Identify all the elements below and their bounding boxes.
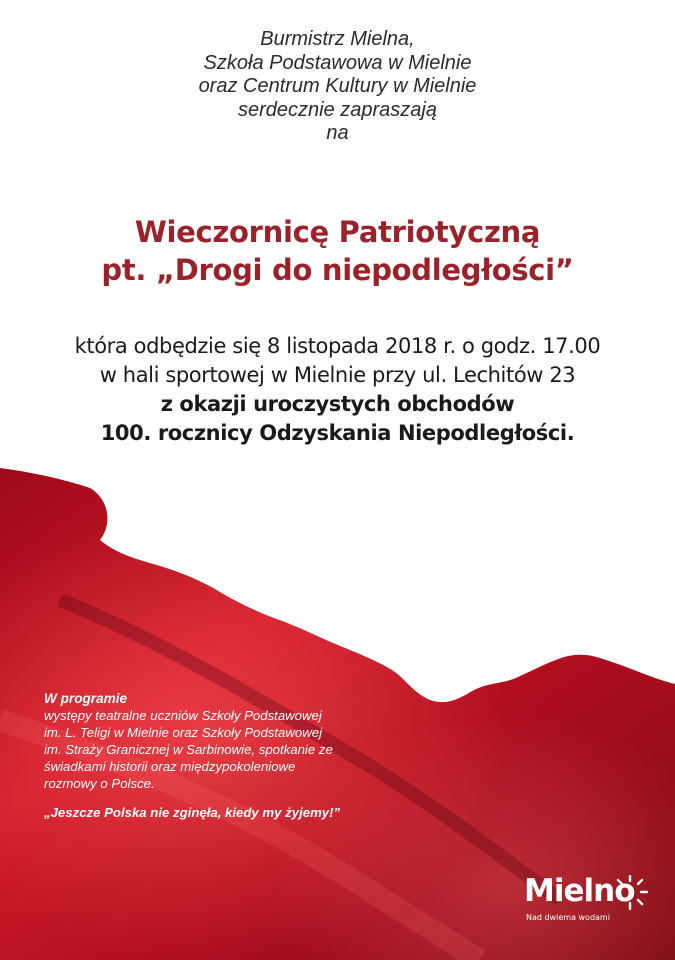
program-line: im. L. Teligi w Mielnie oraz Szkoły Podstawowej bbox=[44, 725, 323, 740]
event-details bbox=[0, 332, 675, 448]
program-quote: „Jeszcze Polska nie zginęła, kiedy my żyjemy!” bbox=[44, 805, 341, 820]
event-occasion-line1: z okazji uroczystych obchodów bbox=[160, 392, 515, 416]
logo-tagline: Nad dwiema wodami bbox=[526, 913, 610, 922]
event-date-line: która odbędzie się 8 listopada 2018 r. o godz. 17.00 bbox=[74, 334, 601, 358]
program-line: rozmowy o Polsce. bbox=[44, 776, 155, 791]
program-heading: W programie bbox=[44, 691, 128, 706]
sun-icon bbox=[612, 875, 648, 911]
program-line: świadkami historii oraz międzypokoleniowe bbox=[44, 759, 296, 774]
invitation-block bbox=[0, 28, 675, 146]
event-title-line2: pt. „Drogi do niepodległości” bbox=[101, 253, 574, 287]
event-occasion-line2: 100. rocznicy Odzyskania Niepodległości. bbox=[100, 421, 575, 445]
event-title-line1: Wieczornicę Patriotyczną bbox=[134, 215, 541, 249]
invitation-line: na bbox=[326, 122, 349, 144]
event-title bbox=[0, 213, 675, 289]
logo-wordmark: Mielno bbox=[524, 873, 635, 909]
program-line: występy teatralne uczniów Szkoły Podstawowej bbox=[44, 708, 322, 723]
event-venue-line: w hali sportowej w Mielnie przy ul. Lechitów 23 bbox=[99, 363, 576, 387]
program-line: im. Straży Granicznej w Sarbinowie, spotkanie ze bbox=[44, 742, 333, 757]
invitation-line: Szkoła Podstawowa w Mielnie bbox=[203, 51, 472, 74]
invitation-line: Burmistrz Mielna, bbox=[260, 28, 415, 50]
program-block bbox=[44, 690, 404, 821]
invitation-line: oraz Centrum Kultury w Mielnie bbox=[198, 75, 477, 97]
mielno-logo bbox=[524, 873, 654, 935]
invitation-line: serdecznie zapraszają bbox=[238, 98, 437, 121]
